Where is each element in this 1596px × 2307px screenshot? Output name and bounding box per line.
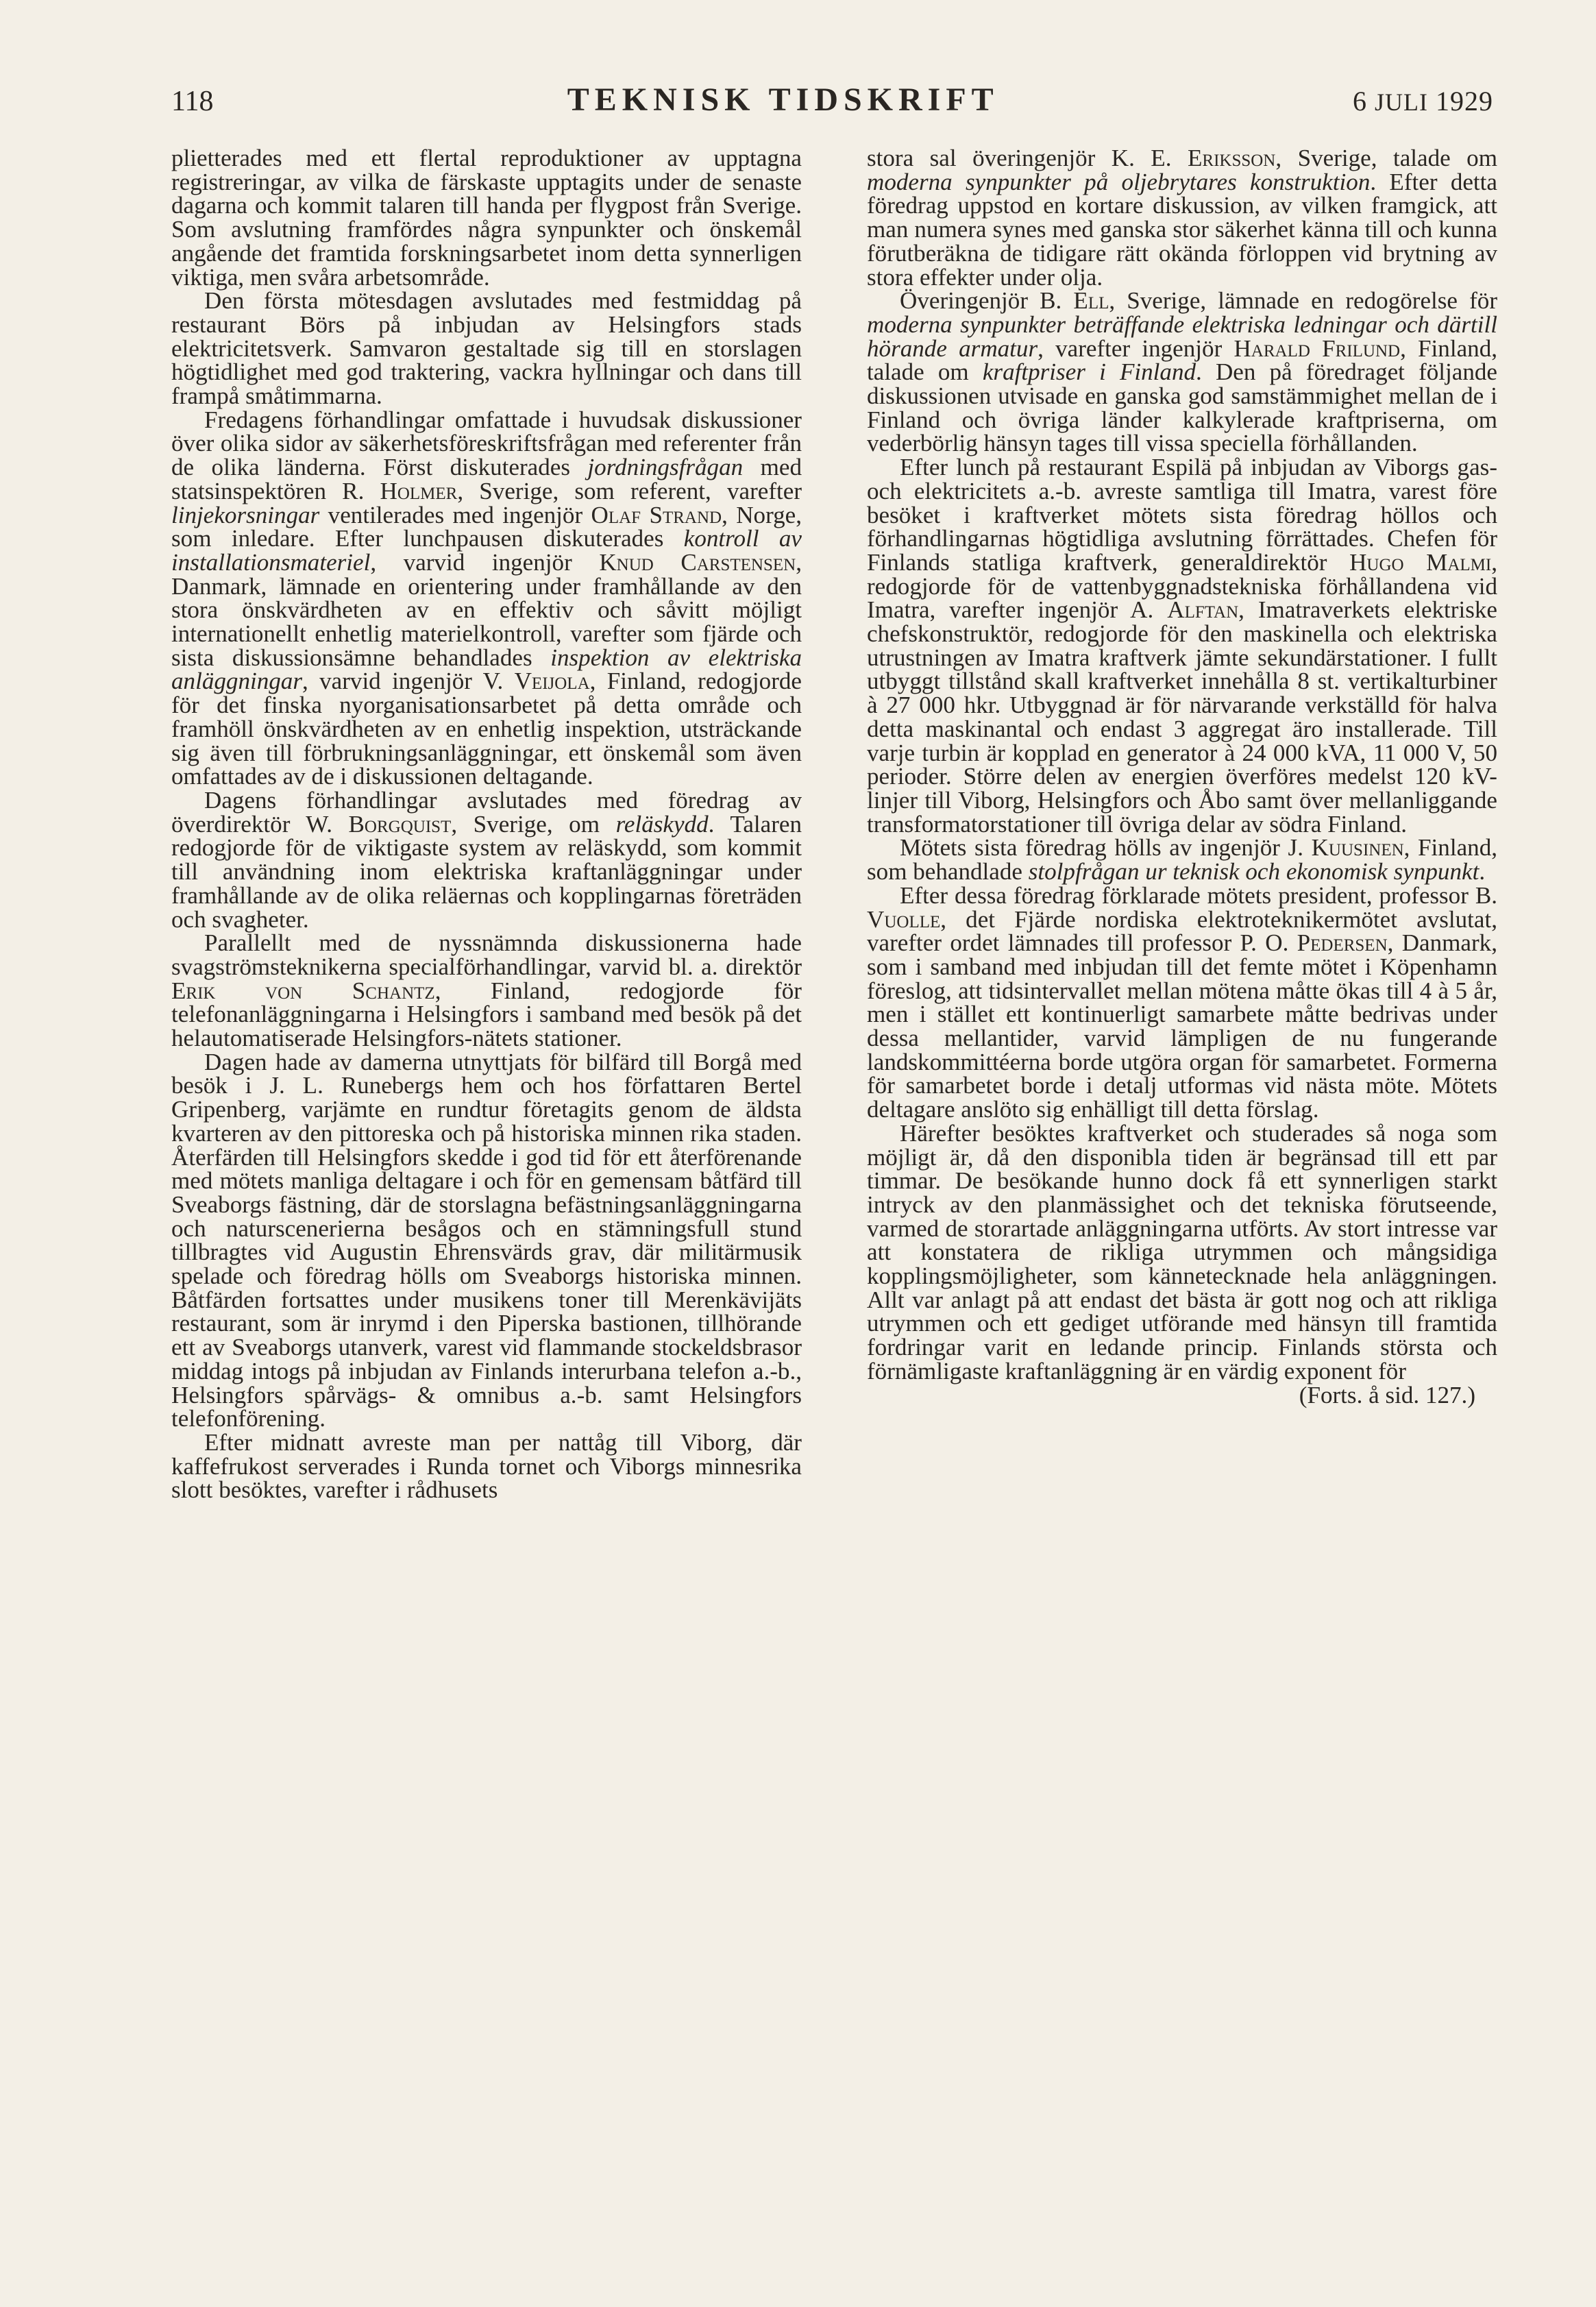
text-run: Härefter besöktes kraftverket och studerades så noga som möjligt är, då den disponibla tiden är begränsad till ett par timmar. De besökande hunno dock få ett synnerligen starkt intryck av den planmässighet och det tekniska förutseende, varmed de storartade anläggningarna utförts. Av stort intresse var att konstatera de rikliga utrymmen och mångsidiga kopplingsmöjligheter, som kännetecknade hela anläggningen. Allt var anlagt på att endast det bästa är gott nog och att rikliga utrymmen och ett gediget utförande med hänsyn till framtida fordringar varit en ledande princip. Finlands största och förnämligaste kraftanläggning är en värdig exponent för (867, 1119, 1497, 1384)
person-name: Ell (1073, 287, 1109, 315)
text-run: . Talaren redogjorde för de viktigaste system av reläskydd, som kommit till användning inom elektriska kraftanläggningar under framhållande av de olika reläernas och kopplingarnas företräden och svagheter. (171, 810, 802, 933)
paragraph (867, 834, 1498, 886)
person-name: Holmer (380, 477, 458, 504)
emphasis-italic: moderna synpunkter på oljebrytares konstruktion (867, 168, 1371, 195)
text-run: , Finland, redogjorde för det finska nyorganisationsarbetet på detta område och framhöll önskvärdheten av en enhetlig inspektion, utsträckande sig även till förbrukningsanläggningar, ett önskemål som även omfattades av de i diskussionen deltagande. (171, 668, 802, 790)
person-name: Veijola (514, 668, 590, 695)
text-run: med statsinspektören R. (171, 454, 802, 504)
text-run: Fredagens förhandlingar omfattade i huvudsak diskussioner över olika sidor av säkerhetsföreskriftsfrågan med referenter från de olika länderna. Först diskuterades (171, 406, 802, 481)
text-run: , Danmark, som i samband med inbjudan till det femte mötet i Köpenhamn föreslog, att tidsintervallet mellan mötena måtte ökas till 4 à 5 år, men i stället ett kontinuerligt samarbete måtte bedrivas under dessa mellantider, varvid lämpligen de nu fungerande landskommittéerna borde utgöra organ för samarbetet. Formerna för samarbetet borde i detalj utformas vid nästa möte. Mötets deltagare anslöto sig enhälligt till detta förslag. (867, 929, 1497, 1123)
text-run: , Finland, talade om (867, 334, 1497, 386)
person-name: Hugo Malmi (1349, 548, 1492, 576)
paragraph (867, 881, 1497, 1123)
text-run: Efter lunch på restaurant Espilä på inbjudan av Viborgs gas- och elektricitets a.-b. avreste samtliga till Imatra, varest före besöket i kraftverket mötets sista föredrag höllos och förhandlingarnas högtidliga avslutning förrättades. Chefen för Finlands statliga kraftverk, generaldirektör (867, 454, 1497, 576)
text-run: , Sverige, som referent, varefter (457, 477, 802, 504)
text-run: , Imatraverkets elektriske chefskonstruktör, redogjorde för den maskinella och elektriska utrustningen av Imatra kraftverk jämte sekundärstationer. I fullt utbyggt tillstånd skall kraftverket innehålla 8 st. vertikalturbiner à 27 000 hkr. Utbyggnad är för närvarande verkställd för halva detta maskinantal och endast 3 aggregat äro installerade. Till varje turbin är kopplad en generator à 24 000 kVA, 11 000 V, 50 perioder. Större delen av energien överföres medelst 120 kV-linjer till Viborg, Helsingfors och Åbo samt över mellanliggande transformatorstationer till övriga delar av södra Finland. (867, 596, 1497, 838)
emphasis-italic: moderna synpunkter beträffande elektriska ledningar och därtill hörande armatur (867, 310, 1497, 362)
emphasis-italic: kontroll av installationsmateriel (171, 525, 802, 576)
text-run: . Den på föredraget följande diskussionen utvisade en ganska god samstämmighet mellan de i Finland och övriga länder kalkylerade kraftpriserna, om vederbörlig hänsyn tages till vissa speciella förhållanden. (867, 358, 1497, 457)
issue-day: 6 (1353, 86, 1367, 117)
text-run: , Norge, som inledare. Efter lunchpausen diskuterades (171, 501, 802, 552)
paragraph (867, 289, 1497, 456)
paragraph (171, 147, 802, 289)
person-name: Harald Frilund (1233, 334, 1401, 362)
text-run: , Sverige, lämnade en redogörelse för (1109, 287, 1497, 315)
text-run: Efter midnatt avreste man per nattåg till Viborg, där kaffefrukost serverades i Runda tornet och Viborgs minnesrika slott besöktes, varefter i rådhusets (171, 1428, 802, 1504)
paragraph (171, 289, 802, 408)
emphasis-italic: jordningsfrågan (587, 454, 744, 481)
person-name: Pedersen (1297, 929, 1388, 957)
paragraph (867, 147, 1497, 289)
issue-date (1353, 85, 1493, 117)
emphasis-italic: reläskydd (615, 810, 709, 838)
paragraph (171, 408, 802, 789)
text-run: ventilerades med ingenjör (319, 501, 591, 528)
page-header (171, 81, 1493, 129)
person-name: Kuusinen (1311, 834, 1404, 862)
person-name: Eriksson (1187, 145, 1276, 171)
person-name: Alftan (1167, 596, 1239, 624)
text-run: , varvid ingenjör V. (302, 668, 515, 695)
continuation-note: (Forts. å sid. 127.) (1299, 1381, 1475, 1408)
emphasis-italic: linjekorsningar (171, 501, 320, 528)
text-run: . Efter detta föredrag uppstod en kortare diskussion, av vilken framgick, att man numera synes med ganska stor säkerhet känna till och kunna förutberäkna de tidigare rätt okända förloppen vid brytning av stora effekter under olja. (867, 168, 1497, 291)
text-run: Mötets sista föredrag hölls av ingenjör J. (900, 834, 1312, 862)
right-column-paragraphs (867, 147, 1497, 1384)
text-run: , redogjorde för de vattenbyggnadstekniska förhållandena vid Imatra, varefter ingenjör A. (867, 548, 1497, 624)
paragraph (867, 456, 1497, 836)
paragraph (171, 1048, 802, 1432)
text-run: , det Fjärde nordiska elektroteknikermötet avslutat, varefter ordet lämnades till professor P. O. (867, 905, 1497, 957)
person-name: Knud Carstensen (599, 548, 796, 576)
emphasis-italic: stolpfrågan ur teknisk och ekonomisk synpunkt (1028, 858, 1480, 886)
text-run: , Danmark, lämnade en orientering under framhållande av den stora önskvärdheten av en effektiv och såvitt möjligt internationellt enhetlig materielkontroll, varefter som fjärde och sista diskussionsämne behandlades (171, 548, 802, 671)
text-run: Parallellt med de nyssnämnda diskussionerna hade svagströmsteknikerna specialförhandlingar, varvid bl. a. direktör (171, 929, 802, 980)
article-body (171, 147, 1497, 2258)
person-name: Olaf Strand (591, 501, 722, 528)
text-run: stora sal överingenjör K. E. (867, 145, 1188, 171)
paragraph (867, 1119, 1497, 1384)
emphasis-italic: inspektion av elektriska anläggningar (171, 644, 802, 695)
text-run: Överingenjör B. (900, 287, 1074, 315)
person-name: Vuolle (867, 905, 941, 933)
journal-title: TEKNISK TIDSKRIFT (567, 82, 999, 118)
page-number: 118 (171, 86, 214, 117)
text-run: , Sverige, om (451, 810, 616, 838)
emphasis-italic: kraftpriser i Finland (982, 358, 1196, 386)
right-column (867, 147, 1497, 2258)
text-run: Den första mötesdagen avslutades med festmiddag på restaurant Börs på inbjudan av Helsingfors stads elektricitetsverk. Samvaron gestaltade sig till en storslagen högtidlighet med god traktering, vackra hyllningar och dans till frampå småtimmarna. (171, 287, 802, 410)
left-column (171, 147, 802, 2258)
paragraph (171, 1428, 802, 1504)
issue-year: 1929 (1436, 86, 1493, 117)
person-name: Borgquist (348, 810, 452, 838)
text-run: Dagen hade av damerna utnyttjats för bilfärd till Borgå med besök i J. L. Runebergs hem och hos författaren Bertel Gripenberg, varjämte en rundtur företagits genom de äldsta kvarteren av den pittoreska och på historiska minnen rika staden. Återfärden till Helsingfors skedde i god tid för ett återförenande med mötets manliga deltagare i och för en gemensam båtfärd till Sveaborgs fästning, där de storslagna befästningsanläggningarna och naturscenerierna besågos och en stämningsfull stund tillbragtes vid Augustin Ehrensvärds grav, där militärmusik spelade och föredrag hölls om Sveaborgs historiska minnen. Båtfärden fortsattes under musikens toner till Merenkävijäts restaurant, som är inrymd i den Piperska bastionen, tillhörande ett av Sveaborgs utanverk, varest vid flammande stockeldsbrasor middag intogs på inbjudan av Finlands interurbana telefon a.-b., Helsingfors spårvägs- & omnibus a.-b. samt Helsingfors telefonförening. (171, 1048, 802, 1432)
text-run: plietterades med ett flertal reproduktioner av upptagna registreringar, av vilka de färskaste upptagits under de senaste dagarna och kommit talaren till handa per flygpost från Sverige. Som avslutning framfördes några synpunkter och önskemål angående det framtida forskningsarbetet inom detta synnerligen viktiga, men svåra arbetsområde. (171, 145, 802, 291)
text-run: , varefter ingenjör (1038, 334, 1234, 362)
text-run: , varvid ingenjör (370, 548, 600, 576)
text-run: Efter dessa föredrag förklarade mötets president, professor B. (900, 881, 1497, 909)
text-run: Dagens förhandlingar avslutades med föredrag av överdirektör W. (171, 786, 802, 838)
paragraph (171, 786, 802, 933)
text-run: , Sverige, talade om (1275, 145, 1497, 171)
person-name: Erik von Schantz (171, 977, 435, 1004)
text-run: , Finland, som behandlade (867, 834, 1498, 886)
text-run: , Finland, redogjorde för telefonanläggningarna i Helsingfors i samband med besök på det helautomatiserade Helsingfors-nätets stationer. (171, 977, 802, 1052)
text-run: . (1479, 858, 1486, 886)
paragraph (171, 931, 802, 1051)
issue-month: JULI (1375, 88, 1428, 116)
